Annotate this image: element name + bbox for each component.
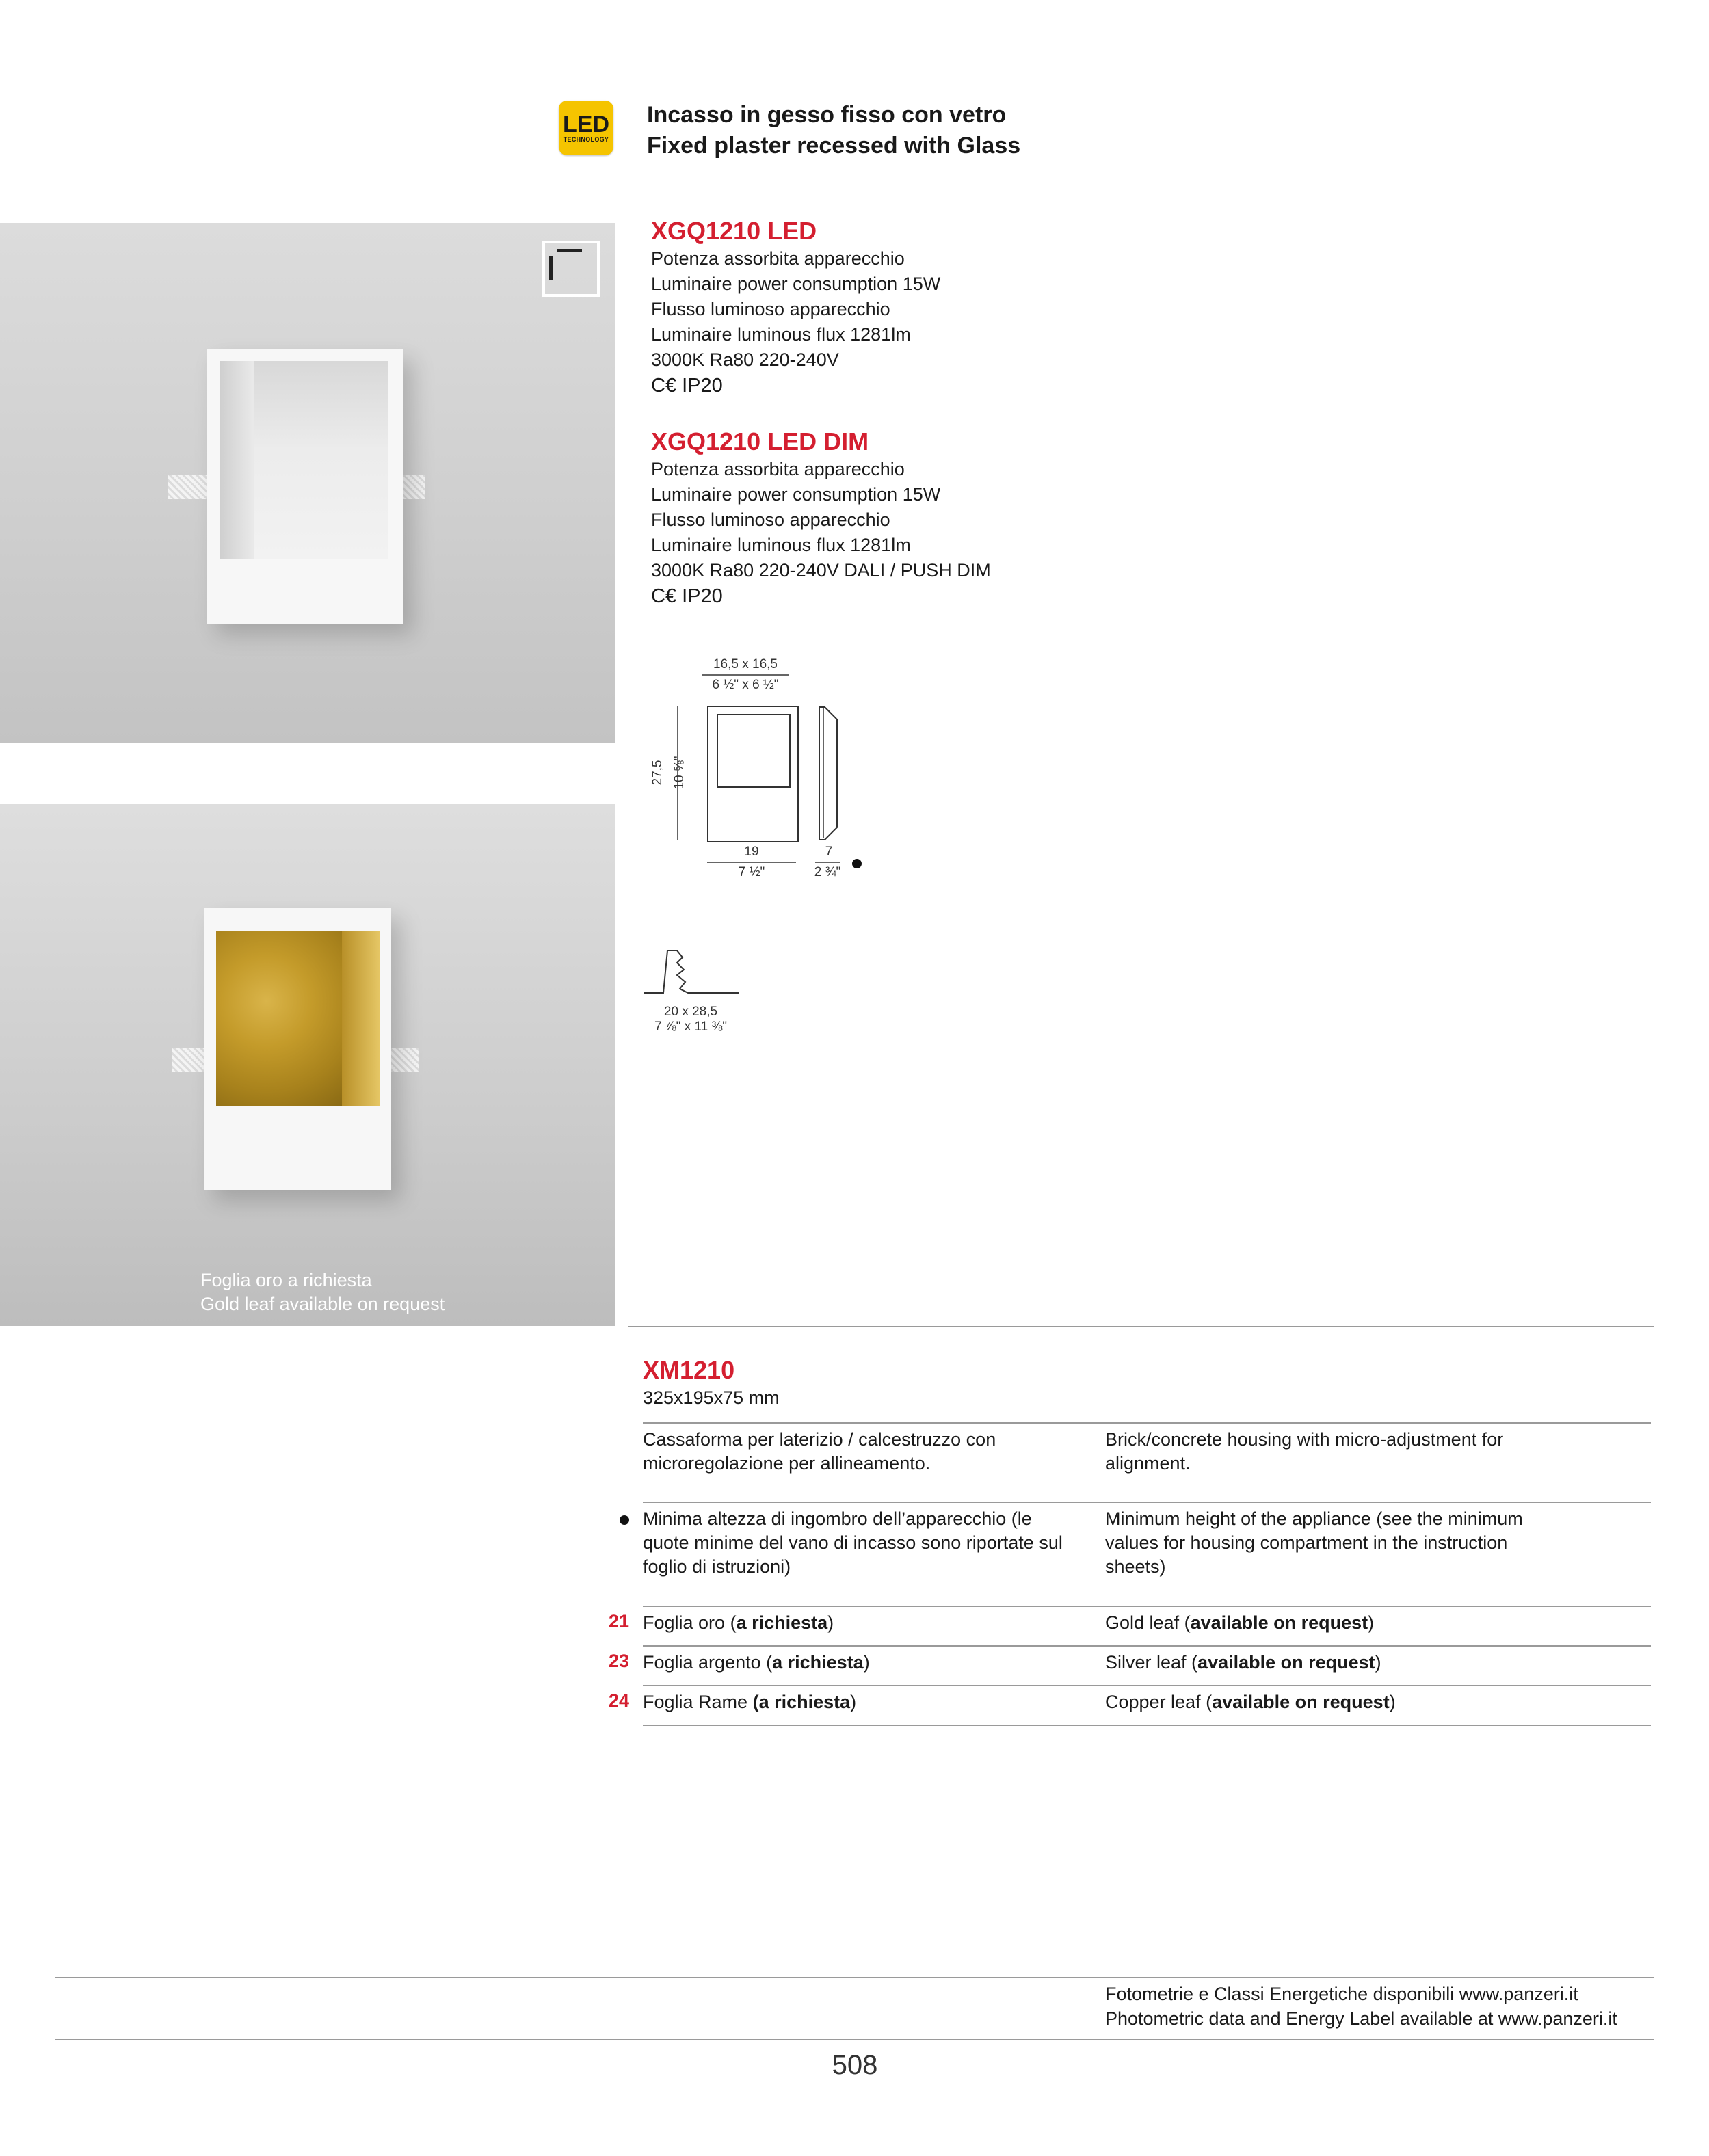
table-rule <box>643 1422 1651 1424</box>
dim-width-cm: 19 <box>744 844 759 859</box>
product-code: XGQ1210 LED DIM <box>651 427 869 455</box>
product-photo-white <box>0 223 615 743</box>
plaster-tab-left <box>172 1048 207 1072</box>
side-view <box>818 706 836 840</box>
footer-line-en: Photometric data and Energy Label available at www.panzeri.it <box>1105 2008 1617 2029</box>
surface-mount-icon <box>542 241 600 297</box>
ce-mark-icon: C€ <box>651 375 677 397</box>
fixture-body <box>204 908 391 1190</box>
spec-line: Flusso luminoso apparecchio <box>651 299 890 319</box>
spec-line: Potenza assorbita apparecchio <box>651 459 905 479</box>
finish-it: Foglia argento (a richiesta) <box>643 1652 870 1673</box>
dim-top-in: 6 ½" x 6 ½" <box>712 678 779 692</box>
table-rule <box>643 1606 1651 1607</box>
product-block-led <box>651 216 1130 399</box>
caption-english: Gold leaf available on request <box>200 1294 445 1314</box>
product-block-led-dim <box>651 427 1198 609</box>
caption-italian: Foglia oro a richiesta <box>200 1270 372 1290</box>
page-title <box>647 100 1020 161</box>
fixture-recess-shadow <box>220 361 254 559</box>
finish-number: 23 <box>608 1651 629 1671</box>
front-view-outline <box>707 706 799 842</box>
spec-line: 3000K Ra80 220-240V DALI / PUSH DIM <box>651 560 991 581</box>
min-height-bullet <box>620 1515 629 1525</box>
finish-it: Foglia oro (a richiesta) <box>643 1612 834 1633</box>
footer-rule-bottom <box>55 2039 1654 2040</box>
plaster-tab-right <box>388 1048 419 1072</box>
gold-leaf-reflection <box>342 931 380 1106</box>
finish-en: Gold leaf (available on request) <box>1105 1612 1375 1633</box>
title-italian: Incasso in gesso fisso con vetro <box>647 102 1007 128</box>
spec-line: Luminaire luminous flux 1281lm <box>651 324 911 345</box>
table-rule <box>643 1685 1651 1686</box>
dim-depth-cm: 7 <box>825 844 833 859</box>
section-divider <box>628 1326 1654 1327</box>
dim-line <box>707 862 796 863</box>
finish-en: Copper leaf (available on request) <box>1105 1692 1396 1712</box>
finish-it: Foglia Rame (a richiesta) <box>643 1692 857 1712</box>
plaster-tab-left <box>168 475 211 499</box>
finish-number: 21 <box>608 1611 629 1632</box>
cutout-icon <box>643 944 745 998</box>
page-number: 508 <box>832 2050 878 2080</box>
dim-cutout-cm: 20 x 28,5 <box>663 1004 718 1019</box>
technical-drawing <box>643 650 916 1033</box>
front-view-window <box>717 714 791 788</box>
title-english: Fixed plaster recessed with Glass <box>647 133 1021 159</box>
fixture-body <box>207 349 403 624</box>
table-rule <box>643 1502 1651 1503</box>
dim-width-in: 7 ½" <box>738 865 765 879</box>
spec-line: Flusso luminoso apparecchio <box>651 509 890 530</box>
accessory-code: XM1210 <box>643 1356 735 1384</box>
certifications <box>651 373 1130 399</box>
min-height-note-en: Minimum height of the appliance (see the minimum values for housing compartment in the instruction sheets) <box>1105 1508 1523 1577</box>
dim-line <box>815 862 840 863</box>
table-rule <box>643 1725 1651 1726</box>
dim-depth-in: 2 ¾" <box>814 865 841 879</box>
ce-mark-icon: C€ <box>651 585 677 607</box>
product-code: XGQ1210 LED <box>651 217 817 245</box>
min-height-bullet <box>852 859 862 868</box>
footer-line-it: Fotometrie e Classi Energetiche disponibili www.panzeri.it <box>1105 1984 1578 2004</box>
side-view-profile <box>818 706 838 842</box>
spec-line: 3000K Ra80 220-240V <box>651 349 839 370</box>
dim-top-cm: 16,5 x 16,5 <box>713 657 778 671</box>
footer-rule-top <box>55 1977 1654 1978</box>
table-rule <box>643 1645 1651 1647</box>
finish-number: 24 <box>608 1690 629 1711</box>
spec-line: Potenza assorbita apparecchio <box>651 248 905 269</box>
accessory-desc-it: Cassaforma per laterizio / calcestruzzo con microregolazione per allineamento. <box>643 1429 996 1474</box>
spec-line: Luminaire luminous flux 1281lm <box>651 535 911 555</box>
certifications <box>651 583 1198 609</box>
finish-en: Silver leaf (available on request) <box>1105 1652 1381 1673</box>
led-badge-main: LED <box>563 111 609 137</box>
dim-height-in: 10 ⅝" <box>672 756 687 790</box>
accessory-desc-en: Brick/concrete housing with micro-adjustment for alignment. <box>1105 1429 1504 1474</box>
dim-line <box>702 674 789 676</box>
footer-note <box>1105 1982 1617 2031</box>
accessory-size: 325x195x75 mm <box>643 1387 780 1408</box>
spec-line: Luminaire power consumption 15W <box>651 274 941 294</box>
gold-leaf-recess <box>216 931 342 1106</box>
led-badge-sub: TECHNOLOGY <box>563 136 609 143</box>
led-technology-badge <box>559 101 613 155</box>
dim-height-cm: 27,5 <box>650 760 665 786</box>
spec-line: Luminaire power consumption 15W <box>651 484 941 505</box>
ip-rating: IP20 <box>682 585 723 607</box>
min-height-note-it: Minima altezza di ingombro dell’apparecchio (le quote minime del vano di incasso sono riportate sul foglio di istruzioni) <box>643 1508 1063 1577</box>
photo-caption <box>200 1268 445 1316</box>
product-photo-gold-leaf <box>0 804 615 1326</box>
ip-rating: IP20 <box>682 375 723 397</box>
dim-cutout-in: 7 ⅞" x 11 ⅜" <box>654 1020 728 1034</box>
